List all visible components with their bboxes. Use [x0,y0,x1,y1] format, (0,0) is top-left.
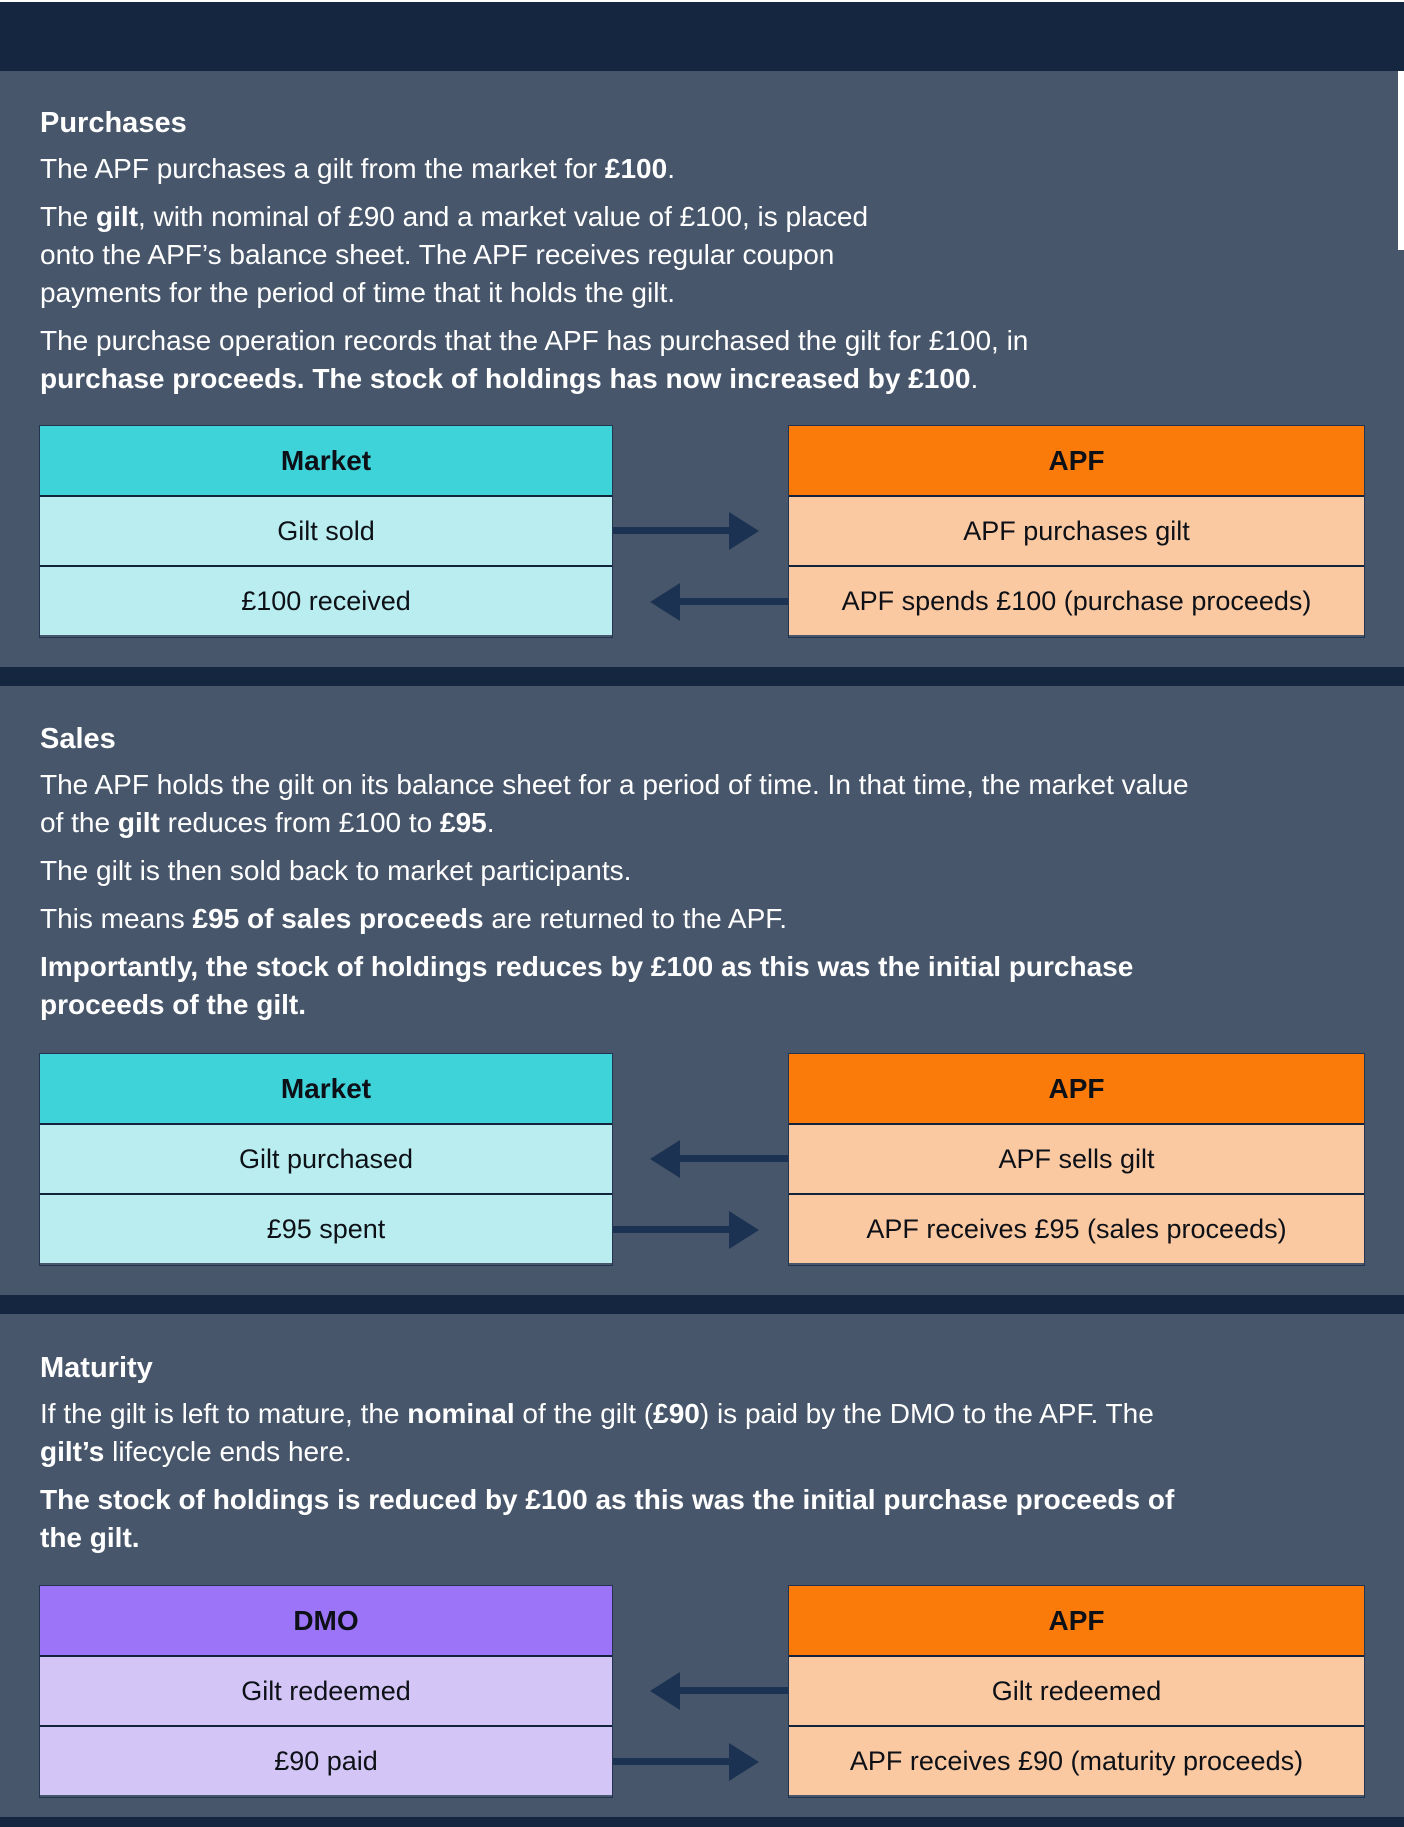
text-line [40,986,1380,1024]
text-run-bold: proceeds of the gilt. [40,989,307,1020]
apf-box [788,1053,1365,1266]
text-run-bold: purchase proceeds. The stock of holdings has now increased by £100 [40,363,971,394]
divider-band-2 [0,1295,1404,1314]
text-run: If the gilt is left to mature, the [40,1398,408,1429]
table-header-market: Market [40,1054,612,1123]
table-cell: APF sells gilt [789,1123,1364,1193]
text-run: . [667,153,675,184]
text-line: The APF holds the gilt on its balance sheet for a period of time. In that time, the market value [40,769,1189,800]
text-run: lifecycle ends here. [104,1436,352,1467]
text-line [40,1519,1380,1557]
section-purchases [40,104,1380,398]
bottom-navy-band [0,1817,1404,1827]
text-run-bold: £95 [440,807,487,838]
text-run-bold: The stock of holdings is reduced by £100 as this was the initial purchase proceeds of [40,1484,1175,1515]
diagram-maturity [39,1585,1365,1798]
text-run-bold: the gilt. [40,1522,140,1553]
divider-band-1 [0,667,1404,686]
arrow-head [729,1743,759,1781]
market-box [39,425,613,638]
text-run-bold: Importantly, the stock of holdings reduces by £100 as this was the initial purchase [40,951,1134,982]
text-run: reduces from £100 to [159,807,440,838]
paragraph [40,150,1380,188]
table-cell: APF purchases gilt [789,495,1364,565]
table-cell: APF spends £100 (purchase proceeds) [789,565,1364,635]
table-cell: £95 spent [40,1193,612,1263]
text-run-bold: £90 [653,1398,700,1429]
paragraph [40,948,1380,1024]
arrow-line [678,1687,788,1694]
table-header-dmo: DMO [40,1586,612,1655]
text-run-bold: gilt [96,201,139,232]
text-run: of the [40,807,118,838]
text-run: of the gilt ( [514,1398,654,1429]
paragraph [40,766,1380,842]
paragraph [40,198,1380,312]
text-line: The purchase operation records that the APF has purchased the gilt for £100, in [40,325,1029,356]
arrow-line [613,1226,731,1233]
text-run: are returned to the APF. [483,903,788,934]
text-run: , with nominal of £90 and a market value of £100, is placed [138,201,869,232]
text-run: . [486,807,495,838]
arrow-line [678,1155,788,1162]
text-line [40,1481,1380,1519]
arrow-left-icon [650,1672,788,1710]
arrow-head [650,583,680,621]
arrow-right-icon [613,512,759,550]
section-heading-maturity: Maturity [40,1352,153,1384]
table-header-apf: APF [789,1054,1364,1123]
text-line [40,1395,1380,1433]
section-heading-sales: Sales [40,723,116,755]
table-cell: Gilt purchased [40,1123,612,1193]
text-line [40,804,1380,842]
paragraph [40,1395,1380,1471]
text-line: onto the APF’s balance sheet. The APF receives regular coupon [40,239,835,270]
table-cell: Gilt redeemed [40,1655,612,1725]
arrow-left-icon [650,583,788,621]
arrow-head [729,1211,759,1249]
text-run-bold: £95 of sales proceeds [192,903,484,934]
top-navy-band [0,2,1404,71]
arrow-right-icon [613,1211,759,1249]
apf-box [788,425,1365,638]
arrow-line [678,598,788,605]
paragraph [40,1481,1380,1557]
paragraph: The gilt is then sold back to market participants. [40,855,632,886]
diagram-purchases [39,425,1365,638]
section-heading-purchases: Purchases [40,107,187,139]
apf-box [788,1585,1365,1798]
diagram-sales [39,1053,1365,1266]
arrow-left-icon [650,1140,788,1178]
text-line: payments for the period of time that it holds the gilt. [40,277,676,308]
table-cell: Gilt redeemed [789,1655,1364,1725]
text-run-bold: gilt’s [40,1436,105,1467]
table-cell: APF receives £90 (maturity proceeds) [789,1725,1364,1795]
text-run-bold: nominal [407,1398,515,1429]
arrow-head [650,1672,680,1710]
text-run: . [970,363,979,394]
text-run: The [40,201,97,232]
table-cell: £90 paid [40,1725,612,1795]
section-sales [40,720,1380,1024]
text-line [40,948,1380,986]
market-box [39,1053,613,1266]
arrow-line [613,527,731,534]
table-cell: Gilt sold [40,495,612,565]
text-run: ) is paid by the DMO to the APF. The [699,1398,1154,1429]
table-header-apf: APF [789,426,1364,495]
text-run-bold: £100 [604,153,668,184]
text-line [40,1433,1380,1471]
arrow-head [650,1140,680,1178]
arrow-head [729,512,759,550]
arrow-right-icon [613,1743,759,1781]
table-header-apf: APF [789,1586,1364,1655]
paragraph [40,900,1380,938]
table-cell: APF receives £95 (sales proceeds) [789,1193,1364,1263]
text-line [40,360,1380,398]
text-run: This means [40,903,193,934]
text-line [40,198,1380,236]
section-maturity [40,1349,1380,1557]
paragraph [40,322,1380,398]
text-run: The APF purchases a gilt from the market for [40,153,605,184]
text-run-bold: gilt [117,807,160,838]
table-cell: £100 received [40,565,612,635]
dmo-box [39,1585,613,1798]
arrow-line [613,1758,731,1765]
table-header-market: Market [40,426,612,495]
